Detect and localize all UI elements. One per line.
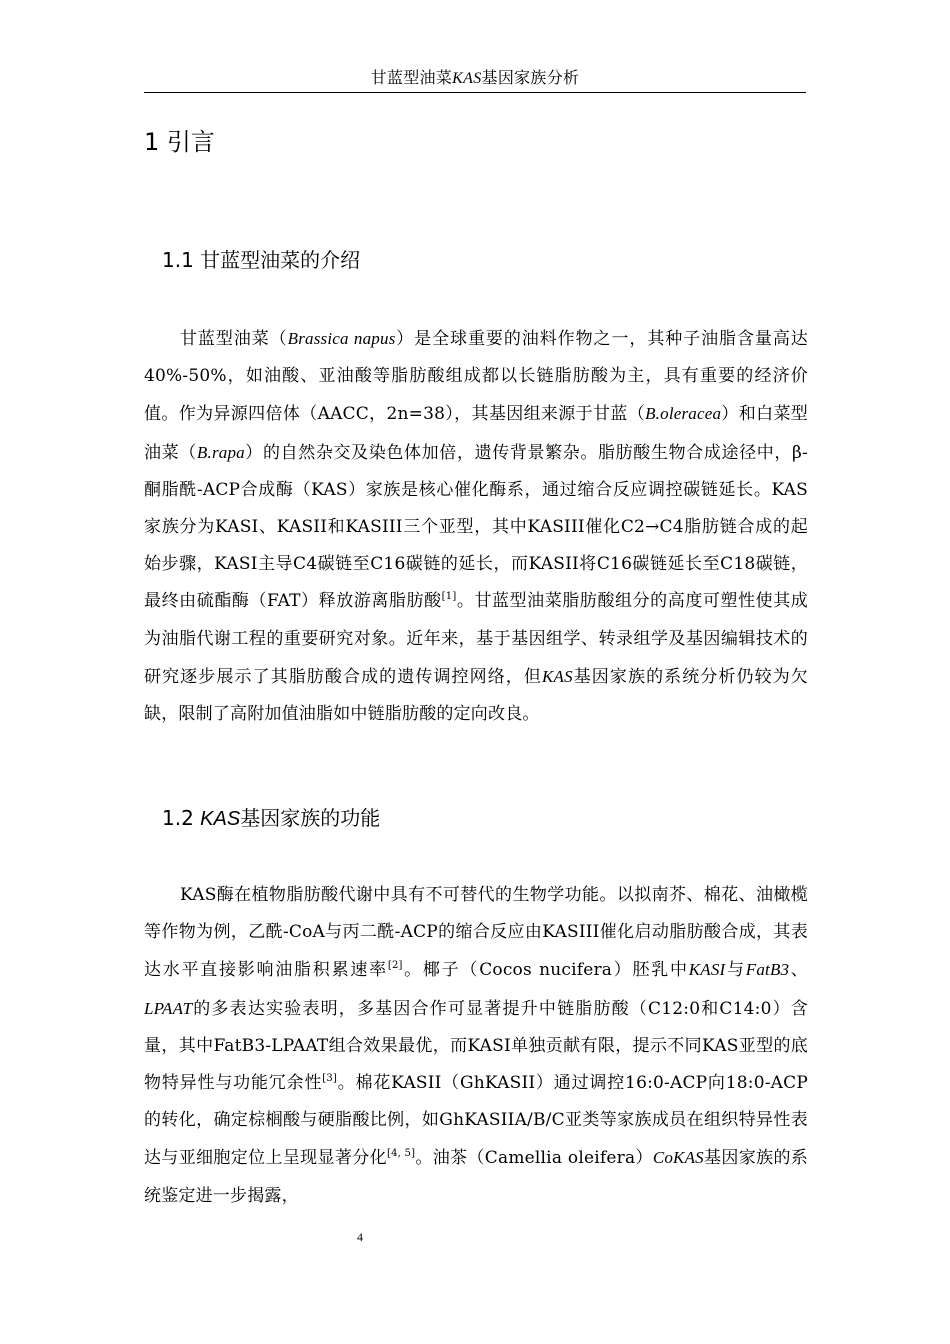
text-run: 基因家族的系统分析仍较为欠缺，限制了高附加值油脂如中链脂肪酸的定向改良。 (144, 666, 808, 725)
gene-name: KAS (541, 666, 573, 686)
heading-gene: KAS (200, 808, 241, 830)
text-run: 与 (725, 960, 746, 981)
gene-name: CoKAS (652, 1148, 704, 1168)
text-run: ）的自然杂交及染色体加倍，遗传背景繁杂。脂肪酸生物合成途径中，β-酮脂酰-ACP合成酶（KAS）家族是核心催化酶系，通过缩合反应调控碳链延长。KAS家族分为KASI、KASII和KASIII三个亚型，其中KASIII催化C2→C4脂肪链合成的起始步骤，KASI主导C4碳链至C16碳链的延长，而KASII将C16碳链延长至C18碳链，最终由硫酯酶（FAT）释放游离脂肪酸 (144, 442, 809, 612)
running-header (144, 64, 806, 93)
text-run: KAS酶在植物脂肪酸代谢中具有不可替代的生物学功能。以拟南芥、棉花、油橄榄等作物为例，乙酰-CoA与丙二酰-ACP的缩合反应由KASIII催化启动脂肪酸合成，其表达水平直接影响油脂积累速率 (144, 885, 808, 981)
text-run: 、 (789, 960, 809, 981)
gene-name: FatB3 (745, 960, 790, 980)
page-number: 4 (357, 1230, 363, 1244)
text-run: 。棉花KASII（GhKASII）通过调控16:0-ACP向18:0-ACP的转化，确定棕榈酸与硬脂酸比例，如GhKASIIA/B/C亚类等家族成员在组织特异性表达与亚细胞定位上呈现显著分化 (144, 1073, 808, 1169)
text-run: ）和白菜型油菜（ (144, 404, 809, 463)
text-run: ）是全球重要的油料作物之一，其种子油脂含量高达40%-50%，如油酸、亚油酸等脂肪酸组成都以长链脂肪酸为主，具有重要的经济价值。作为异源四倍体（AACC，2n=38），其基因组来源于甘蓝（ (144, 329, 808, 425)
citation-link[interactable]: [1] (441, 591, 457, 603)
species-name: B.rapa (196, 442, 245, 462)
text-run: 的多表达实验表明，多基因合作可显著提升中链脂肪酸（C12:0和C14:0）含量，其中FatB3-LPAAT组合效果最优，而KASI单独贡献有限，提示不同KAS亚型的底物特异性与功能冗余性 (144, 998, 808, 1094)
paragraph-kas-function (144, 877, 808, 1215)
section-heading-introduction: 1 引言 (144, 128, 215, 156)
citation-link[interactable]: [3] (322, 1073, 338, 1085)
gene-name: KASI (688, 960, 726, 980)
text-run: 基因家族的系统鉴定进一步揭露， (144, 1148, 808, 1206)
header-title-suffix: 基因家族分析 (481, 68, 580, 87)
subsection-heading-kas-function (162, 802, 380, 835)
citation-link[interactable]: [2] (387, 960, 403, 972)
header-title-gene: KAS (452, 70, 482, 87)
species-name: Brassica napus (287, 329, 396, 348)
heading-number: 1.2 (162, 806, 201, 830)
heading-text: 基因家族的功能 (240, 806, 381, 830)
gene-name: LPAAT (144, 998, 193, 1018)
species-name: B.oleracea (645, 404, 722, 424)
subsection-heading-brassica-napus: 1.1 甘蓝型油菜的介绍 (162, 248, 361, 272)
citation-link[interactable]: [4, 5] (386, 1148, 416, 1160)
text-run: 甘蓝型油菜（ (180, 329, 288, 349)
header-title-prefix: 甘蓝型油菜 (370, 68, 453, 87)
text-run: 。油茶（Camellia oleifera） (415, 1148, 653, 1169)
paragraph-brassica-napus-intro (144, 320, 808, 733)
text-run: 。甘蓝型油菜脂肪酸组分的高度可塑性使其成为油脂代谢工程的重要研究对象。近年来，基于基因组学、转录组学及基因编辑技术的研究逐步展示了其脂肪酸合成的遗传调控网络，但 (144, 591, 809, 687)
text-run: 。椰子（Cocos nucifera）胚乳中 (402, 960, 689, 981)
